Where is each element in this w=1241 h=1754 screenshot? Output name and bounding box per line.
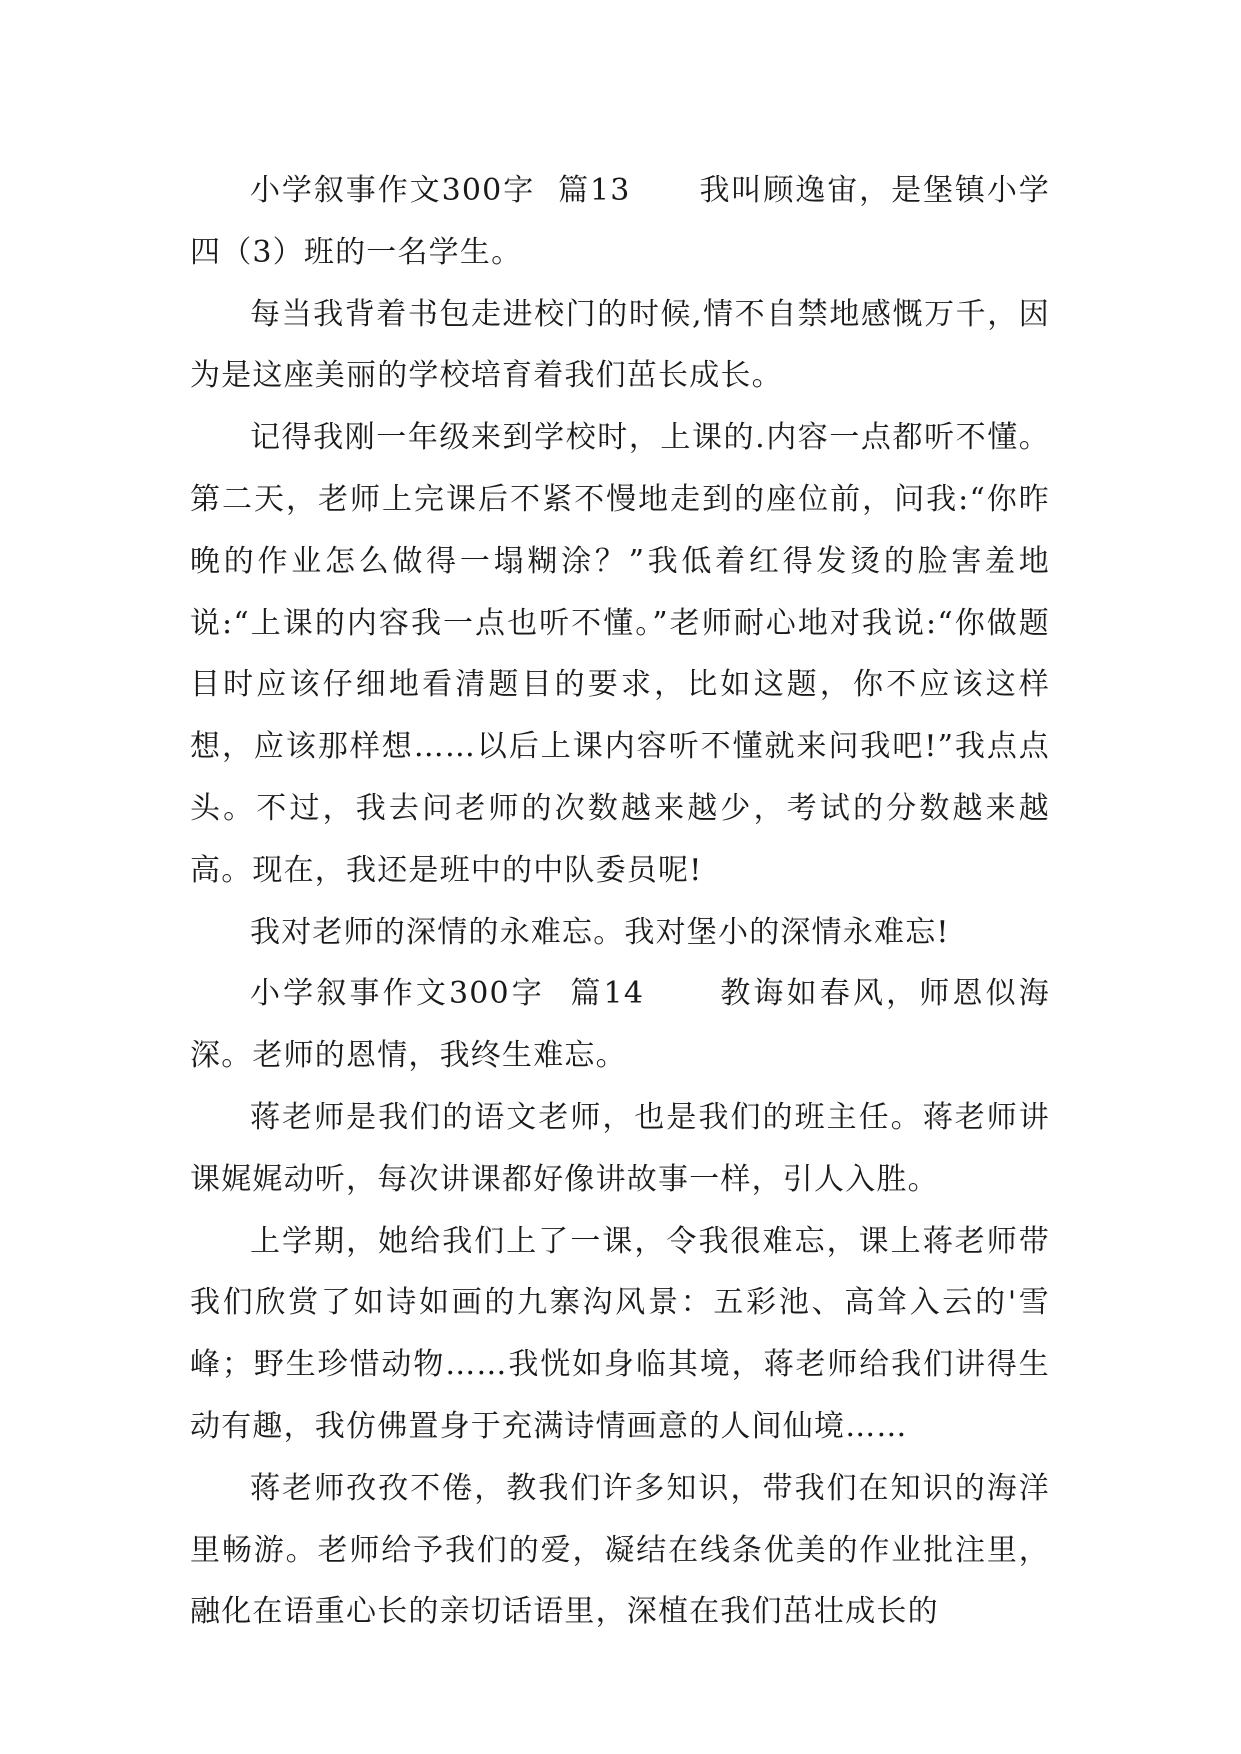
essay-13-heading: 小学叙事作文300字 篇13 xyxy=(250,173,631,208)
heading-gap xyxy=(644,976,720,1011)
paragraph: 记得我刚一年级来到学校时，上课的.内容一点都听不懂。第二天，老师上完课后不紧不慢地走到的座位前，问我:“你昨晚的作业怎么做得一塌糊涂？”我低着红得发烫的脸害羞地说:“上课的内容我一点也听不懂。”老师耐心地对我说:“你做题目时应该仔细地看清题目的要求，比如这题，你不应该这样想，应该那样想……以后上课内容听不懂就来问我吧!”我点点头。不过，我去问老师的次数越来越少，考试的分数越来越高。现在，我还是班中的中队委员呢! xyxy=(190,420,1050,888)
paragraph-text: 我叫顾逸宙，是堡镇小学四（3）班的一名学生。 xyxy=(190,173,1051,270)
essay-14-intro xyxy=(190,963,1050,1087)
paragraph: 上学期，她给我们上了一课，令我很难忘，课上蒋老师带我们欣赏了如诗如画的九寨沟风景：五彩池、高耸入云的'雪峰；野生珍惜动物……我恍如身临其境，蒋老师给我们讲得生动有趣，我仿佛置身于充满诗情画意的人间仙境…… xyxy=(190,1223,1050,1444)
essay-13-intro xyxy=(190,160,1050,284)
document-page xyxy=(190,160,1050,1643)
paragraph-text: 教诲如春风，师恩似海深。老师的恩情，我终生难忘。 xyxy=(190,976,1051,1074)
essay-14-heading: 小学叙事作文300字 篇14 xyxy=(250,976,645,1012)
paragraph: 我对老师的深情的永难忘。我对堡小的深情永难忘! xyxy=(250,914,950,950)
paragraph: 蒋老师是我们的语文老师，也是我们的班主任。蒋老师讲课娓娓动听，每次讲课都好像讲故事一样，引人入胜。 xyxy=(190,1099,1050,1197)
heading-gap xyxy=(631,173,700,208)
paragraph: 每当我背着书包走进校门的时候,情不自禁地感慨万千，因为是这座美丽的学校培育着我们茁长成长。 xyxy=(190,296,1050,394)
paragraph: 蒋老师孜孜不倦，教我们许多知识，带我们在知识的海洋里畅游。老师给予我们的爱，凝结在线条优美的作业批注里，融化在语重心长的亲切话语里，深植在我们茁壮成长的 xyxy=(190,1470,1050,1630)
